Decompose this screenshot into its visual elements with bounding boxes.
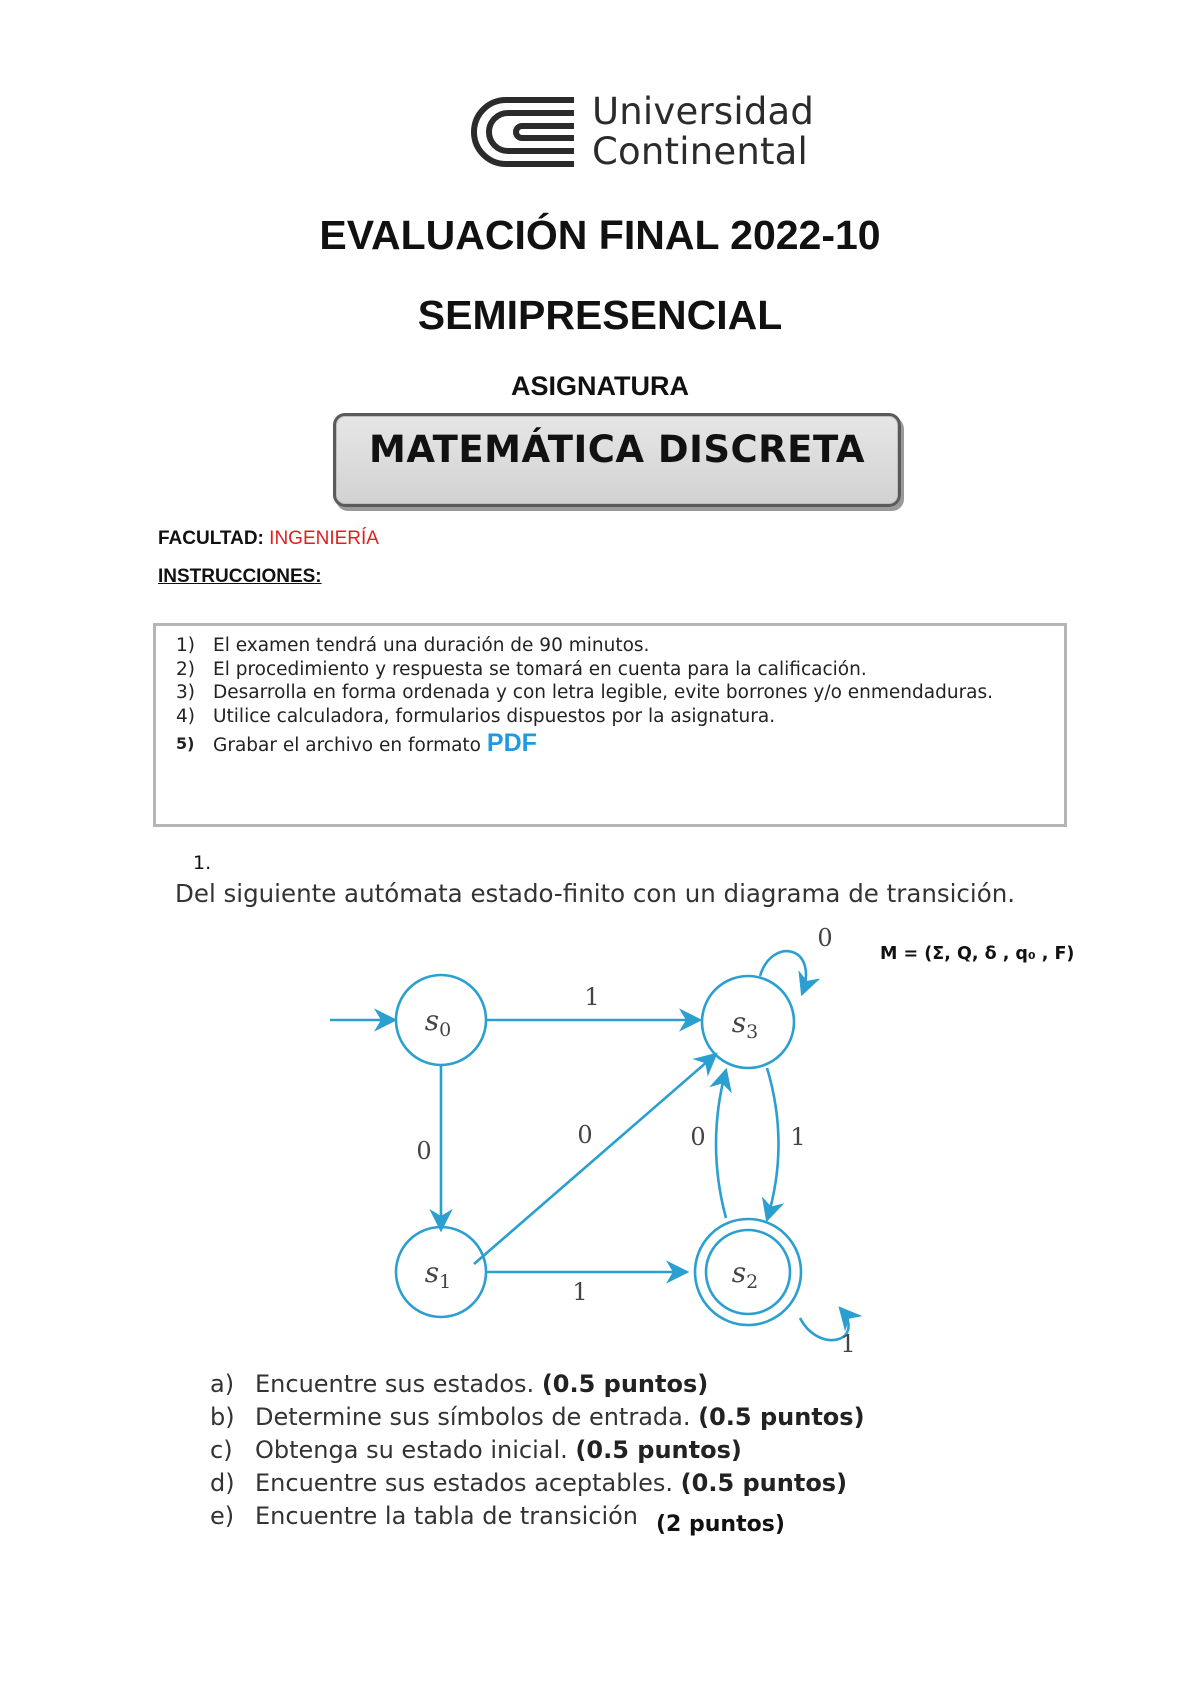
edge-s1-s3 — [474, 1054, 716, 1264]
edge-label-s0-s1: 0 — [416, 1137, 432, 1165]
subject-label: ASIGNATURA — [511, 371, 689, 401]
faculty-value: INGENIERÍA — [269, 528, 379, 549]
state-label-s2: $s_2$ — [731, 1256, 759, 1293]
instruction-item: 3) Desarrolla en forma ordenada y con letra legible, evite borrones y/o enmendaduras. — [176, 682, 994, 703]
faculty-line — [158, 528, 379, 550]
instruction-item: 5) Grabar el archivo en formato PDF — [176, 729, 537, 757]
question-statement: Del siguiente autómata estado-finito con un diagrama de transición. — [175, 879, 1016, 908]
instruction-item: 1) El examen tendrá una duración de 90 minutos. — [176, 635, 650, 656]
subject-name: MATEMÁTICA DISCRETA — [369, 428, 865, 471]
instructions-box — [153, 623, 1067, 827]
edge-label-s3-s3: 0 — [817, 924, 833, 952]
instructions-list — [176, 634, 993, 758]
instructions-heading: INSTRUCCIONES: — [158, 566, 322, 587]
edge-s2-s3 — [716, 1070, 726, 1218]
edge-label-s2-s2: 1 — [840, 1330, 856, 1358]
edge-s3-s2 — [767, 1068, 779, 1220]
state-label-s3: $s_3$ — [731, 1006, 759, 1043]
edge-label-s0-s3: 1 — [584, 983, 600, 1011]
edge-label-s1-s2: 1 — [572, 1278, 588, 1306]
transition-diagram — [320, 920, 880, 1360]
question-number: 1. — [193, 852, 212, 874]
state-label-s0: $s_0$ — [424, 1004, 452, 1041]
faculty-label: FACULTAD: — [158, 528, 264, 549]
instruction-item: 4) Utilice calculadora, formularios dispuestos por la asignatura. — [176, 705, 776, 727]
pdf-highlight: PDF — [486, 729, 537, 757]
state-label-s1: $s_1$ — [424, 1256, 452, 1293]
logo-line-1: Universidad — [592, 90, 815, 133]
exam-title: EVALUACIÓN FINAL 2022-10 — [319, 212, 881, 258]
logo-line-2: Continental — [592, 130, 809, 173]
logo-wordmark — [592, 92, 814, 172]
part-e-points: (2 puntos) — [656, 1512, 785, 1537]
edge-label-s3-s2: 1 — [790, 1123, 806, 1151]
machine-definition: M = (Σ, Q, δ , q₀ , F) — [880, 944, 1075, 964]
edge-label-s2-s3: 0 — [690, 1123, 706, 1151]
loop-s3 — [760, 951, 806, 994]
subject-box — [333, 413, 901, 507]
edge-label-s1-s3: 0 — [577, 1121, 593, 1149]
exam-modality: SEMIPRESENCIAL — [417, 292, 783, 338]
instruction-item: 2) El procedimiento y respuesta se tomará en cuenta para la calificación. — [176, 658, 867, 680]
university-logo — [470, 92, 850, 172]
logo-mark-icon — [470, 96, 578, 168]
